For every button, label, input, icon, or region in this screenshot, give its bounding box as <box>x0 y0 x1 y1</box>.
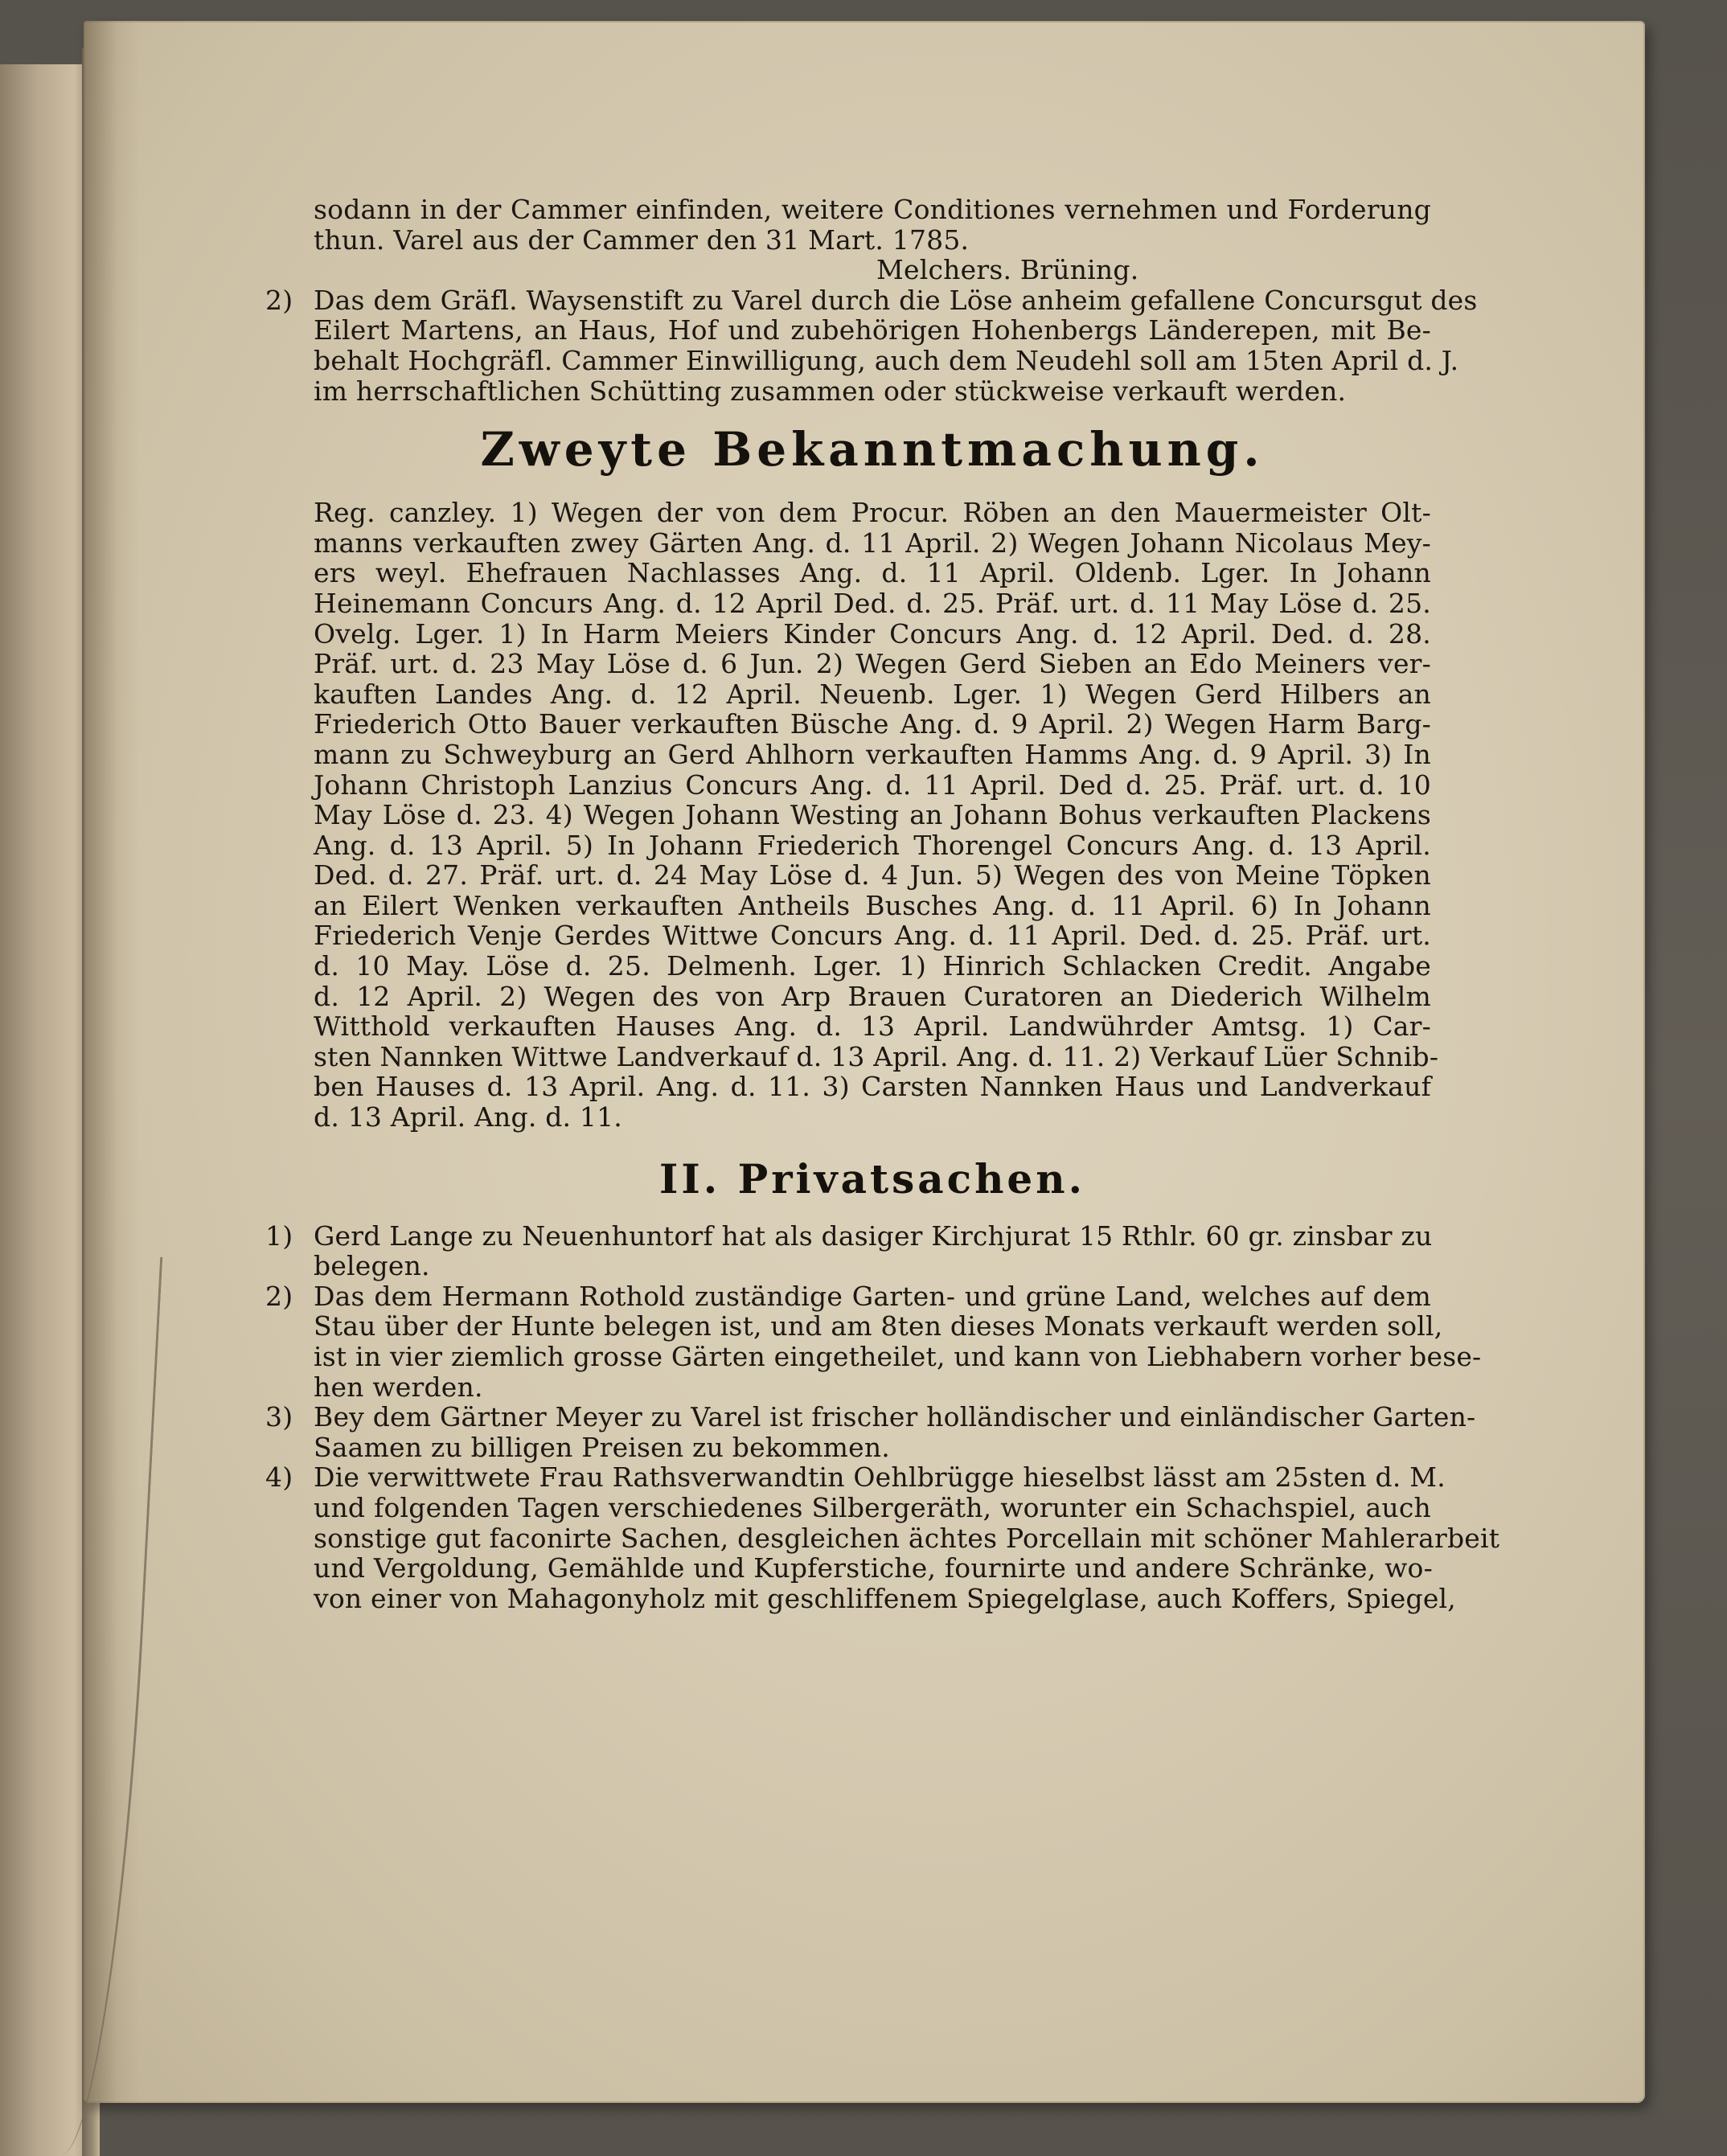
section-heading-wrap: II. Privatsachen. <box>659 1154 1085 1203</box>
text-line: mann zu Schweyburg an Gerd Ahlhorn verkauften Hamms Ang. d. 9 April. 3) In <box>314 738 1431 770</box>
text-line: sten Nannken Wittwe Landverkauf d. 13 April. Ang. d. 11. 2) Verkauf Lüer Schnib- <box>314 1040 1439 1072</box>
text-line: d. 12 April. 2) Wegen des von Arp Brauen Curatoren an Diederich Wilhelm <box>314 980 1431 1012</box>
text-line: behalt Hochgräfl. Cammer Einwilligung, auch dem Neudehl soll am 15ten April d. J. <box>314 344 1459 376</box>
text-line: Eilert Martens, an Haus, Hof und zubehörigen Hohenbergs Länderepen, mit Be- <box>314 314 1431 346</box>
page-text <box>265 194 1500 1614</box>
text-line: ers weyl. Ehefrauen Nachlasses Ang. d. 11 April. Oldenb. Lger. In Johann <box>314 557 1431 589</box>
text-line: Witthold verkauften Hauses Ang. d. 13 April. Landwührder Amtsg. 1) Car- <box>314 1010 1431 1043</box>
text-line: belegen. <box>314 1250 430 1282</box>
text-line: Heinemann Concurs Ang. d. 12 April Ded. d. 25. Präf. urt. d. 11 May Löse d. 25. <box>314 587 1431 619</box>
private-item-4 <box>265 1461 1500 1614</box>
text-line: von einer von Mahagonyholz mit geschliffenem Spiegelglase, auch Koffers, Spiegel, <box>314 1582 1456 1614</box>
text-line: Friederich Venje Gerdes Wittwe Concurs Ang. d. 11 April. Ded. d. 25. Präf. urt. <box>314 920 1431 952</box>
item-number: 2) <box>265 284 293 316</box>
section-heading-wrap: Zweyte Bekanntmachung. <box>480 422 1265 478</box>
item-number: 4) <box>265 1461 293 1494</box>
signature-line: Melchers. Brüning. <box>876 254 1139 286</box>
text-line: Ovelg. Lger. 1) In Harm Meiers Kinder Concurs Ang. d. 12 April. Ded. d. 28. <box>314 617 1431 650</box>
text-line: thun. Varel aus der Cammer den 31 Mart. 1785. <box>314 223 970 256</box>
text-line: Gerd Lange zu Neuenhuntorf hat als dasiger Kirchjurat 15 Rthlr. 60 gr. zinsbar zu <box>314 1219 1433 1252</box>
text-line: im herrschaftlichen Schütting zusammen oder stückweise verkauft werden. <box>314 375 1347 407</box>
text-line: d. 13 April. Ang. d. 11. <box>314 1101 622 1133</box>
text-line: Bey dem Gärtner Meyer zu Varel ist frischer holländischer und einländischer Garten- <box>314 1401 1476 1433</box>
text-line: hen werden. <box>314 1371 483 1403</box>
text-line: Ang. d. 13 April. 5) In Johann Friederich Thorengel Concurs Ang. d. 13 April. <box>314 829 1431 861</box>
text-line: ist in vier ziemlich grosse Gärten eingetheilet, und kann von Liebhabern vorher bese- <box>314 1341 1482 1372</box>
private-item-2 <box>265 1280 1482 1403</box>
notice-item-2 <box>265 284 1478 407</box>
text-line: Friederich Otto Bauer verkauften Büsche Ang. d. 9 April. 2) Wegen Harm Barg- <box>314 708 1431 740</box>
announcement-block <box>314 497 1439 1133</box>
private-item-3 <box>265 1401 1476 1463</box>
text-line: Das dem Gräfl. Waysenstift zu Varel durch die Löse anheim gefallene Concursgut des <box>314 284 1478 316</box>
text-line: ben Hauses d. 13 April. Ang. d. 11. 3) Carsten Nannken Haus und Landverkauf <box>314 1071 1431 1103</box>
text-line: kauften Landes Ang. d. 12 April. Neuenb. Lger. 1) Wegen Gerd Hilbers an <box>314 678 1431 710</box>
item-number: 3) <box>265 1401 293 1433</box>
text-line: Saamen zu billigen Preisen zu bekommen. <box>314 1431 890 1463</box>
text-line: May Löse d. 23. 4) Wegen Johann Westing an Johann Bohus verkauften Plackens <box>314 799 1431 831</box>
text-line: Ded. d. 27. Präf. urt. d. 24 May Löse d. 4 Jun. 5) Wegen des von Meine Töpken <box>314 859 1431 892</box>
text-line: d. 10 May. Löse d. 25. Delmenh. Lger. 1) Hinrich Schlacken Credit. Angabe <box>314 950 1431 982</box>
text-line: sonstige gut faconirte Sachen, desgleichen ächtes Porcellain mit schöner Mahlerarbeit <box>314 1522 1500 1554</box>
private-item-1 <box>265 1219 1433 1282</box>
text-line: Reg. canzley. 1) Wegen der von dem Procur. Röben an den Mauermeister Olt- <box>314 497 1431 529</box>
text-line: Die verwittwete Frau Rathsverwandtin Oehlbrügge hieselbst lässt am 25sten d. M. <box>314 1461 1446 1494</box>
text-line: Präf. urt. d. 23 May Löse d. 6 Jun. 2) Wegen Gerd Sieben an Edo Meiners ver- <box>314 648 1431 680</box>
text-line: an Eilert Wenken verkauften Antheils Busches Ang. d. 11 April. 6) In Johann <box>314 889 1431 921</box>
item-number: 2) <box>265 1280 293 1312</box>
text-line: und folgenden Tagen verschiedenes Silbergeräth, worunter ein Schachspiel, auch <box>314 1491 1431 1523</box>
text-line: Das dem Hermann Rothold zuständige Garten- und grüne Land, welches auf dem <box>314 1280 1431 1312</box>
text-line: manns verkauften zwey Gärten Ang. d. 11 April. 2) Wegen Johann Nicolaus Mey- <box>314 527 1431 559</box>
text-line: und Vergoldung, Gemählde und Kupferstiche, fournirte und andere Schränke, wo- <box>314 1552 1433 1584</box>
text-line: Johann Christoph Lanzius Concurs Ang. d. 11 April. Ded d. 25. Präf. urt. d. 10 <box>314 769 1431 801</box>
text-line: sodann in der Cammer einfinden, weitere Conditiones vernehmen und Forderung <box>314 194 1431 225</box>
item-number: 1) <box>265 1219 293 1252</box>
text-line: Stau über der Hunte belegen ist, und am 8ten dieses Monats verkauft werden soll, <box>314 1310 1443 1342</box>
